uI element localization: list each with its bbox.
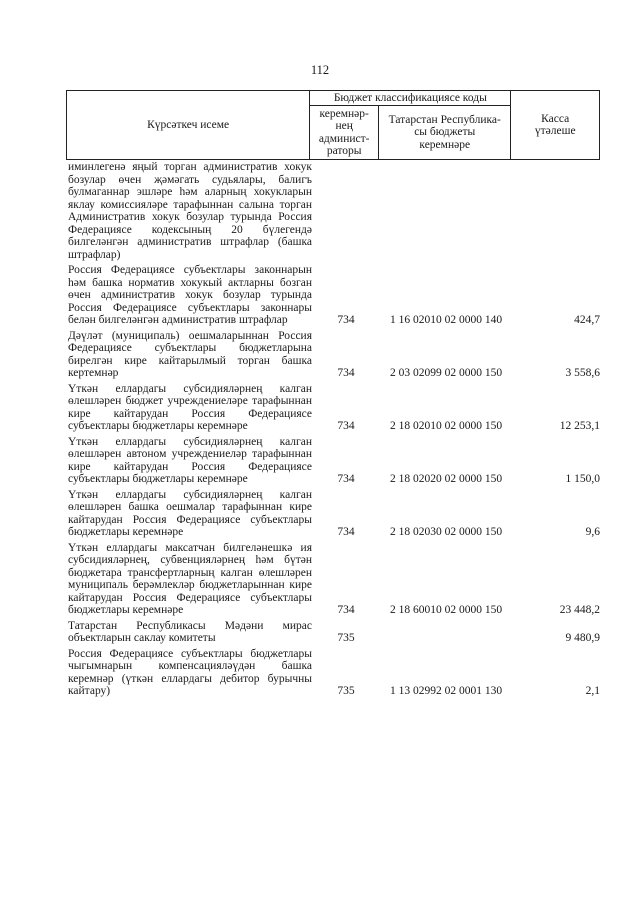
- row-amount: 1 150,0: [565, 473, 600, 485]
- row-amount: 12 253,1: [559, 420, 600, 432]
- row-admin: 734: [337, 367, 355, 379]
- table-row: [66, 620, 600, 645]
- row-admin: 734: [337, 526, 355, 538]
- table-row: [66, 648, 600, 698]
- table-row: [66, 264, 600, 327]
- table-body: [66, 161, 600, 701]
- table-row: [66, 383, 600, 433]
- row-amount: 9 480,9: [565, 632, 600, 644]
- row-code: 2 18 02020 02 0000 150: [389, 473, 503, 485]
- row-code: 1 13 02992 02 0001 130: [389, 685, 503, 697]
- row-name: иминлегенә яңый торган административ хокук бозулар өчен җәмәгать судьялары, балигъ булмаганнар эшләре һәм аларның хокукларын яклау комиссияләре тарафыннан салына торган Административ хокук бозулар турында Россия Федерациясе кодексының 20 бүлегендә билгеләнгән административ штрафлар (башка штрафлар): [68, 161, 312, 261]
- row-code: 2 03 02099 02 0000 150: [389, 367, 503, 379]
- row-name: Үткән еллардагы субсидияләрнең калган өлешләрен башка оешмалар тарафыннан кире кайтарудан Россия Федерациясе субъектлары бюджетлары керемнәре: [68, 488, 312, 538]
- row-admin: 735: [337, 685, 355, 697]
- header-admin-line: керемнәр-: [319, 107, 369, 120]
- header-indicator: Күрсәткеч исеме: [67, 91, 310, 160]
- row-admin: 734: [337, 314, 355, 326]
- row-amount: 2,1: [585, 685, 600, 697]
- table-row: [66, 436, 600, 486]
- header-cash-line: үтәлеше: [534, 125, 576, 137]
- row-name: Үткән еллардагы субсидияләрнең калган өлешләрен бюджет учреждениеләре тарафыннан кире кайтарудан Россия Федерациясе субъектлары бюджетлары керемнәре: [68, 382, 312, 432]
- row-admin: 735: [337, 632, 355, 644]
- row-amount: 9,6: [585, 526, 600, 538]
- header-admin-line: нең: [335, 120, 353, 132]
- table-header: [66, 90, 600, 160]
- row-admin: 734: [337, 604, 355, 616]
- row-code: 2 18 60010 02 0000 150: [389, 604, 503, 616]
- row-code: 2 18 02030 02 0000 150: [389, 526, 503, 538]
- header-cash-line: Касса: [541, 112, 570, 125]
- header-cash: [511, 91, 600, 160]
- row-name: Татарстан Республикасы Мәдәни мирас объектларын саклау комитеты: [68, 619, 312, 644]
- row-name: Үткән еллардагы субсидияләрнең калган өлешләрен автоном учреждениеләр тарафыннан кире кайтарудан Россия Федерациясе субъектлары бюджетлары керемнәре: [68, 435, 312, 485]
- row-name: Россия Федерациясе субъектлары законнарын һәм башка норматив хокукый актларны бозган өчен административ хокук бозулар турында Россия Федерациясе субъектлары законнары белән билгеләнгән административ штрафлар: [68, 264, 312, 326]
- table-row: [66, 330, 600, 380]
- header-income-line: сы бюджеты: [414, 126, 476, 139]
- row-admin: 734: [337, 473, 355, 485]
- header-budget-codes: Бюджет классификациясе коды: [310, 91, 511, 106]
- header-admin-line: раторы: [326, 145, 362, 157]
- row-name: Дәүләт (муниципаль) оешмаларыннан Россия Федерациясе субъектлары бюджетларына бирелгән кире кайтарылмый торган башка кертемнәр: [68, 329, 312, 379]
- table-row: [66, 489, 600, 539]
- row-name: Россия Федерациясе субъектлары бюджетлары чыгымнарын компенсацияләүдән башка керемнәр (үткән еллардагы дебитор бурычны кайтару): [68, 647, 312, 697]
- row-code: 2 18 02010 02 0000 150: [389, 420, 503, 432]
- row-admin: 734: [337, 420, 355, 432]
- row-amount: 424,7: [574, 314, 600, 326]
- table-row: [66, 161, 600, 261]
- header-income-line: Татарстан Республика-: [388, 113, 501, 126]
- header-income: [379, 106, 511, 160]
- row-code: 1 16 02010 02 0000 140: [389, 314, 503, 326]
- page-number: 112: [310, 63, 330, 77]
- header-admin: [310, 106, 379, 160]
- row-amount: 23 448,2: [559, 604, 600, 616]
- header-income-line: керемнәре: [419, 138, 471, 151]
- row-name: Үткән еллардагы максатчан билгеләнешкә ия субсидияләрнең, субвенцияләрнең һәм бүтән бюджетара трансфертларның калган өлешләрен муниципаль берәмлекләр бюджетларыннан кире кайтарудан Россия Федерациясе субъектлары бюджетлары керемнәре: [68, 541, 312, 616]
- table-row: [66, 542, 600, 617]
- row-amount: 3 558,6: [565, 367, 600, 379]
- header-admin-line: админист-: [318, 132, 370, 145]
